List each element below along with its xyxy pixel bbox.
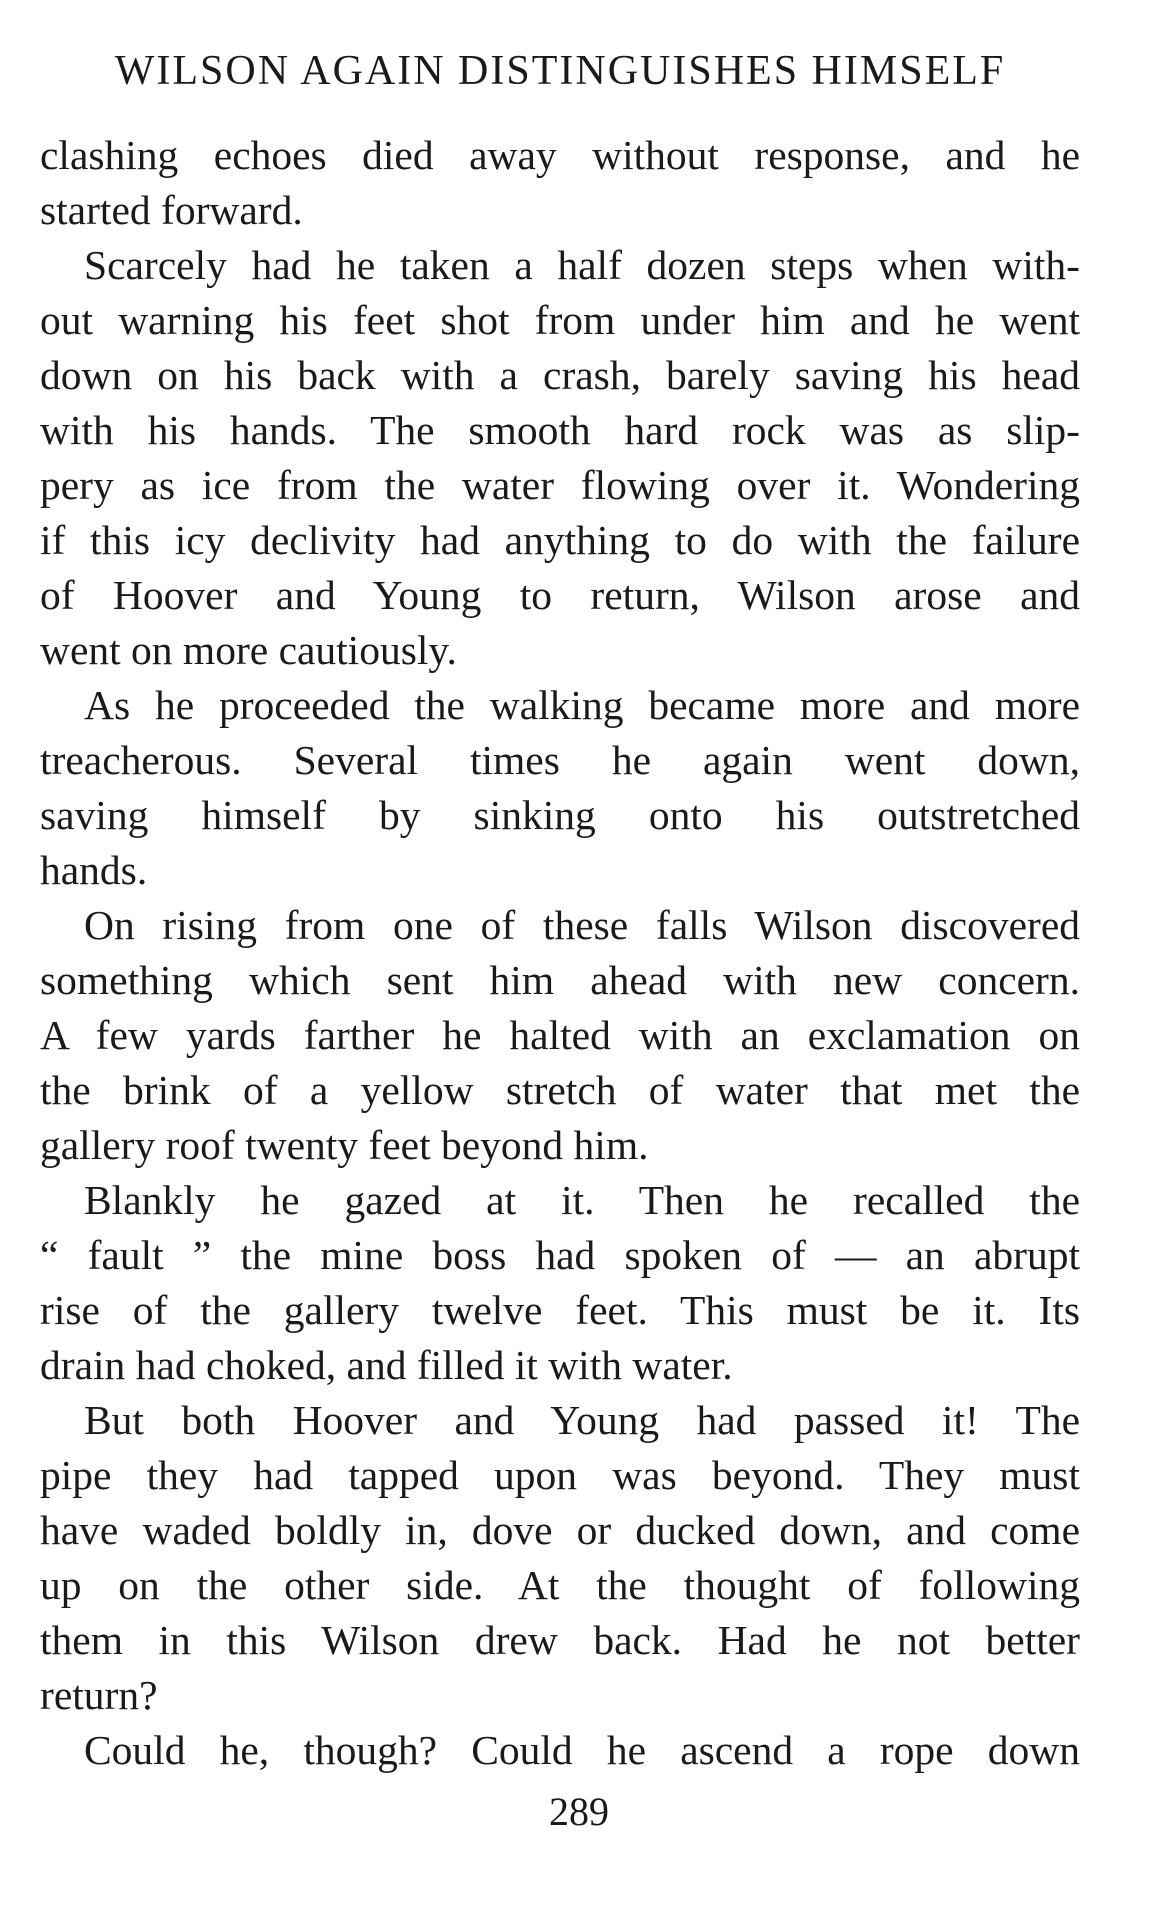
page-number: 289 <box>549 1789 609 1834</box>
text-line: the brink of a yellow stretch of water that met the <box>40 1067 1080 1113</box>
text-line: pipe they had tapped upon was beyond. They must <box>40 1452 1080 1498</box>
text-line: went on more cautiously. <box>40 627 457 673</box>
text-line: pery as ice from the water flowing over it. Wondering <box>40 462 1080 508</box>
text-line: out warning his feet shot from under him and he went <box>40 297 1080 343</box>
text-line: them in this Wilson drew back. Had he not better <box>40 1617 1080 1663</box>
text-line: something which sent him ahead with new concern. <box>40 957 1080 1003</box>
text-line: As he proceeded the walking became more and more <box>84 682 1080 728</box>
text-line: if this icy declivity had anything to do with the failure <box>40 517 1080 563</box>
running-head: WILSON AGAIN DISTINGUISHES HIMSELF <box>114 48 1006 94</box>
text-line: clashing echoes died away without response, and he <box>40 132 1080 178</box>
text-line: of Hoover and Young to return, Wilson arose and <box>40 572 1080 618</box>
text-line: down on his back with a crash, barely saving his head <box>40 352 1080 398</box>
text-line: gallery roof twenty feet beyond him. <box>40 1122 649 1168</box>
text-line: “ fault ” the mine boss had spoken of — an abrupt <box>40 1232 1080 1278</box>
body-text <box>40 128 1080 1778</box>
text-line: A few yards farther he halted with an exclamation on <box>40 1012 1080 1058</box>
text-line: Could he, though? Could he ascend a rope down <box>84 1727 1080 1773</box>
text-line: hands. <box>40 847 148 893</box>
text-line: have waded boldly in, dove or ducked down, and come <box>40 1507 1080 1553</box>
text-line: started forward. <box>40 187 303 233</box>
text-line: with his hands. The smooth hard rock was as slip- <box>40 407 1080 453</box>
text-line: Blankly he gazed at it. Then he recalled the <box>84 1177 1080 1223</box>
text-line: up on the other side. At the thought of following <box>40 1562 1080 1608</box>
text-line: But both Hoover and Young had passed it! The <box>84 1397 1080 1443</box>
text-line: treacherous. Several times he again went down, <box>40 737 1080 783</box>
text-line: drain had choked, and filled it with water. <box>40 1342 733 1388</box>
text-line: rise of the gallery twelve feet. This must be it. Its <box>40 1287 1080 1333</box>
text-line: saving himself by sinking onto his outstretched <box>40 792 1080 838</box>
text-line: return? <box>40 1672 158 1718</box>
text-line: Scarcely had he taken a half dozen steps when with- <box>84 242 1080 288</box>
text-line: On rising from one of these falls Wilson discovered <box>84 902 1080 948</box>
